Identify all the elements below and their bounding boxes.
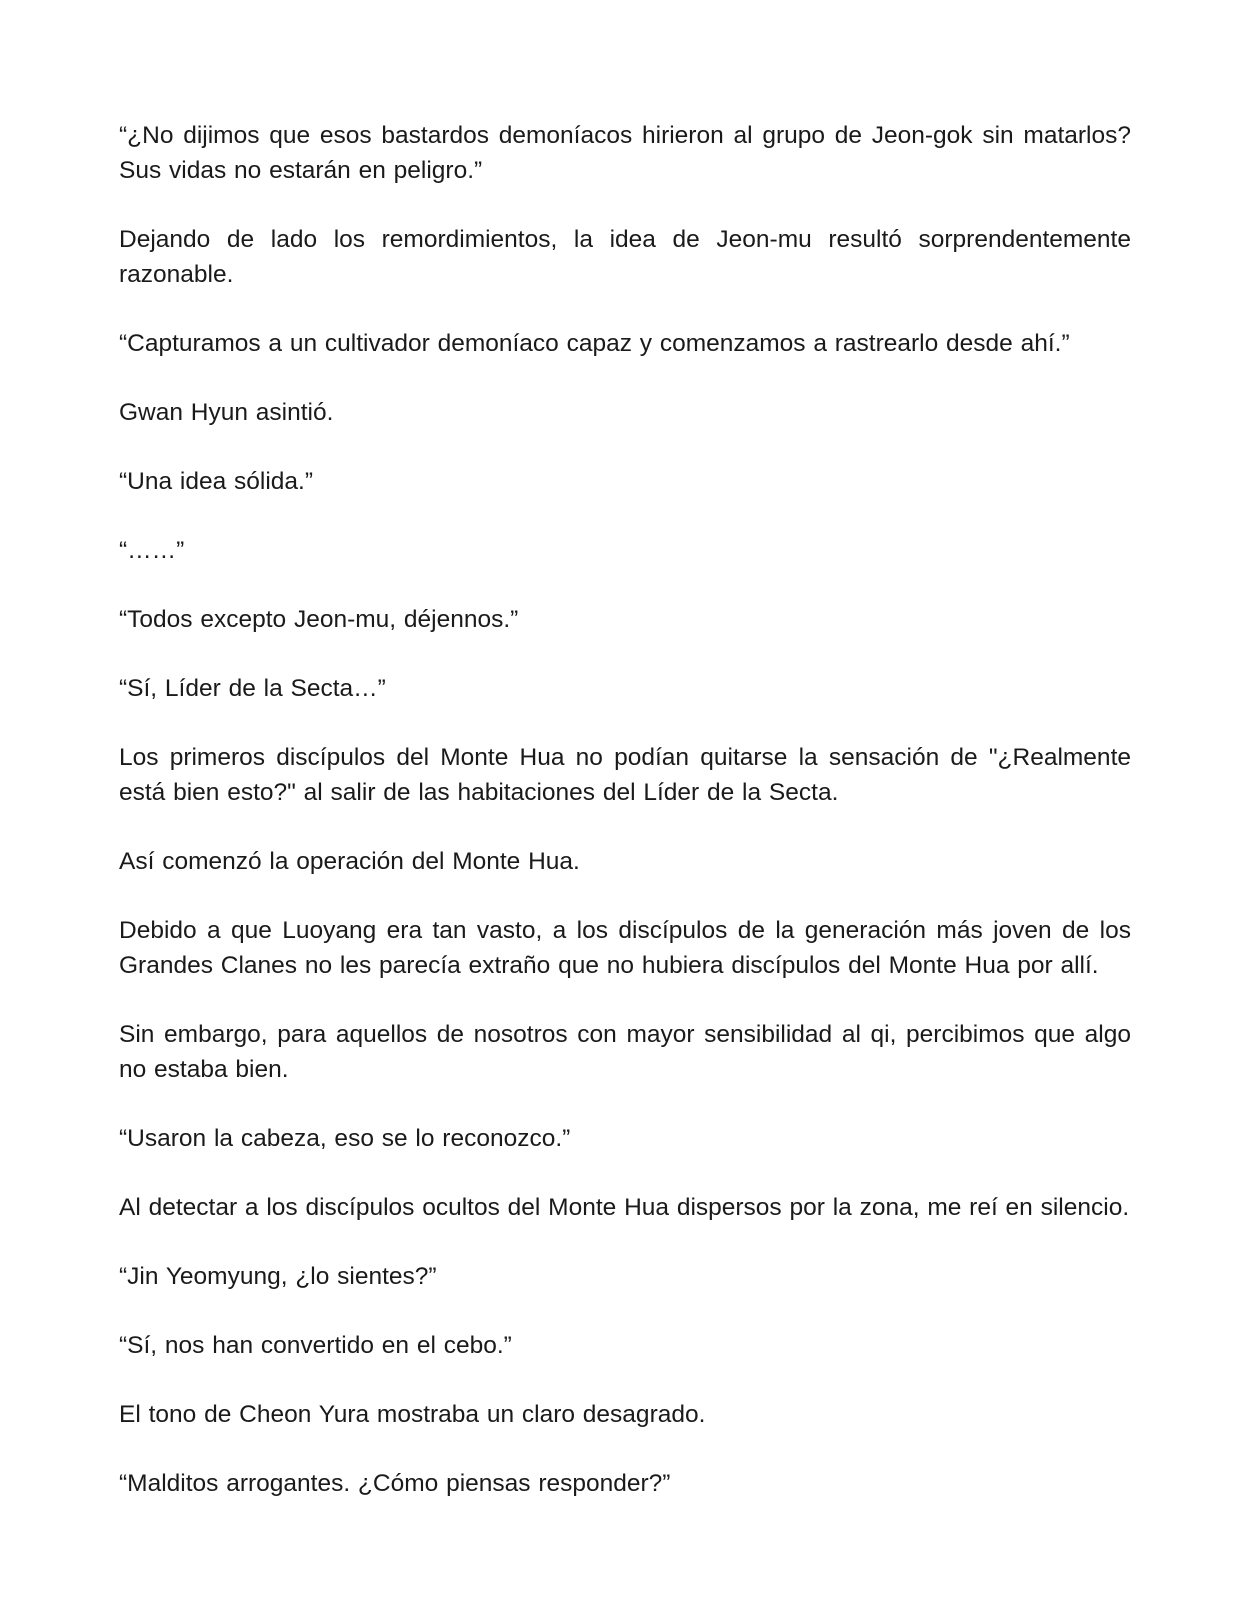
- paragraph: “Usaron la cabeza, eso se lo reconozco.”: [119, 1125, 571, 1152]
- paragraph: Los primeros discípulos del Monte Hua no podían quitarse la sensación de "¿Realmente está bien esto?" al salir de las habitaciones del Líder de la Secta.: [119, 744, 1131, 806]
- paragraph: “Una idea sólida.”: [119, 468, 314, 495]
- paragraph: “……”: [119, 537, 185, 564]
- paragraph: Al detectar a los discípulos ocultos del Monte Hua dispersos por la zona, me reí en silencio.: [119, 1194, 1130, 1221]
- document-page: [119, 118, 1131, 1608]
- paragraph: “Sí, Líder de la Secta…”: [119, 675, 386, 702]
- paragraph: “Malditos arrogantes. ¿Cómo piensas responder?”: [119, 1470, 671, 1497]
- paragraph: “¿No dijimos que esos bastardos demoníacos hirieron al grupo de Jeon-gok sin matarlos? Sus vidas no estarán en peligro.”: [119, 122, 1131, 184]
- paragraph: “Sí, nos han convertido en el cebo.”: [119, 1332, 512, 1359]
- paragraph: Dejando de lado los remordimientos, la idea de Jeon-mu resultó sorprendentemente razonable.: [119, 226, 1131, 288]
- paragraph: “Jin Yeomyung, ¿lo sientes?”: [119, 1263, 437, 1290]
- paragraph: Así comenzó la operación del Monte Hua.: [119, 848, 580, 875]
- paragraph: El tono de Cheon Yura mostraba un claro desagrado.: [119, 1401, 706, 1428]
- paragraph: Sin embargo, para aquellos de nosotros con mayor sensibilidad al qi, percibimos que algo no estaba bien.: [119, 1021, 1131, 1083]
- paragraph: “Capturamos a un cultivador demoníaco capaz y comenzamos a rastrearlo desde ahí.”: [119, 330, 1070, 357]
- paragraph: “Todos excepto Jeon-mu, déjennos.”: [119, 606, 519, 633]
- paragraph: Debido a que Luoyang era tan vasto, a los discípulos de la generación más joven de los Grandes Clanes no les parecía extraño que no hubiera discípulos del Monte Hua por allí.: [119, 917, 1131, 979]
- paragraph: Gwan Hyun asintió.: [119, 399, 334, 426]
